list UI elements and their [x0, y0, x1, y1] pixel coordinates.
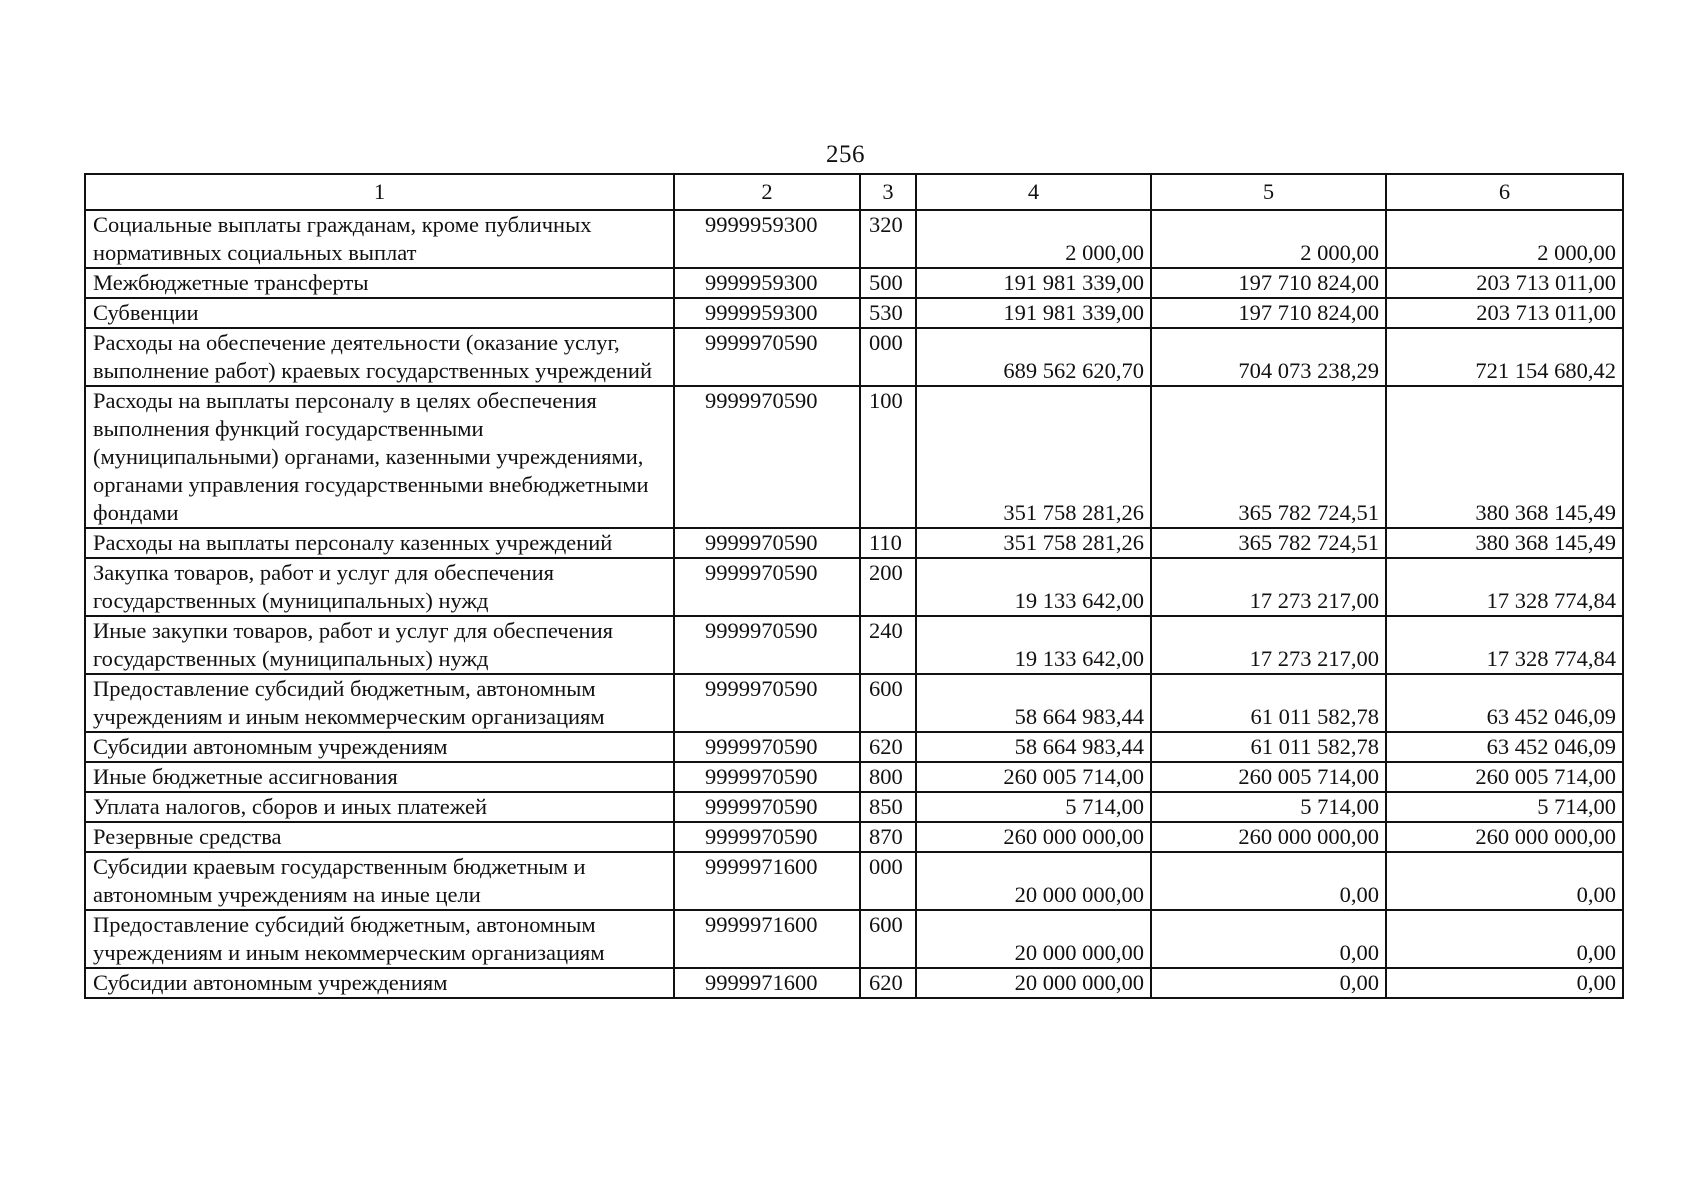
row-value-5: 260 005 714,00	[1151, 762, 1386, 792]
row-code: 9999970590	[674, 616, 860, 674]
row-name: Расходы на выплаты персоналу казенных учреждений	[85, 528, 674, 558]
row-value-5: 17 273 217,00	[1151, 558, 1386, 616]
row-name: Резервные средства	[85, 822, 674, 852]
row-value-4: 191 981 339,00	[916, 298, 1151, 328]
row-type: 240	[860, 616, 916, 674]
row-value-4: 58 664 983,44	[916, 674, 1151, 732]
row-value-6: 260 005 714,00	[1386, 762, 1623, 792]
row-type: 320	[860, 210, 916, 268]
row-value-5: 61 011 582,78	[1151, 732, 1386, 762]
table-row	[85, 616, 1623, 674]
row-value-6: 5 714,00	[1386, 792, 1623, 822]
table-row	[85, 792, 1623, 822]
row-value-5: 0,00	[1151, 852, 1386, 910]
row-value-4: 20 000 000,00	[916, 852, 1151, 910]
row-value-4: 19 133 642,00	[916, 616, 1151, 674]
row-value-4: 58 664 983,44	[916, 732, 1151, 762]
row-value-5: 197 710 824,00	[1151, 298, 1386, 328]
row-type: 850	[860, 792, 916, 822]
row-type: 110	[860, 528, 916, 558]
row-name: Расходы на обеспечение деятельности (оказание услуг, выполнение работ) краевых государственных учреждений	[85, 328, 674, 386]
header-cell: 1	[85, 174, 674, 210]
row-code: 9999970590	[674, 762, 860, 792]
row-name: Субвенции	[85, 298, 674, 328]
row-type: 620	[860, 732, 916, 762]
row-value-5: 2 000,00	[1151, 210, 1386, 268]
row-type: 600	[860, 674, 916, 732]
table-row	[85, 822, 1623, 852]
budget-table	[84, 173, 1624, 999]
page-number: 256	[826, 141, 865, 168]
row-code: 9999970590	[674, 822, 860, 852]
row-value-6: 63 452 046,09	[1386, 732, 1623, 762]
table-row	[85, 762, 1623, 792]
row-name: Субсидии краевым государственным бюджетным и автономным учреждениям на иные цели	[85, 852, 674, 910]
row-code: 9999970590	[674, 328, 860, 386]
table-row	[85, 852, 1623, 910]
row-name: Расходы на выплаты персоналу в целях обеспечения выполнения функций государственными (муниципальными) органами, казенными учреждениями, органами управления государственными внебюджетными фондами	[85, 386, 674, 528]
row-value-5: 0,00	[1151, 910, 1386, 968]
row-type: 000	[860, 328, 916, 386]
row-value-4: 20 000 000,00	[916, 968, 1151, 998]
row-value-6: 0,00	[1386, 968, 1623, 998]
row-value-4: 260 005 714,00	[916, 762, 1151, 792]
row-name: Социальные выплаты гражданам, кроме публичных нормативных социальных выплат	[85, 210, 674, 268]
header-cell: 3	[860, 174, 916, 210]
row-name: Субсидии автономным учреждениям	[85, 732, 674, 762]
row-name: Иные закупки товаров, работ и услуг для обеспечения государственных (муниципальных) нужд	[85, 616, 674, 674]
row-value-6: 63 452 046,09	[1386, 674, 1623, 732]
row-type: 530	[860, 298, 916, 328]
row-code: 9999959300	[674, 298, 860, 328]
row-type: 500	[860, 268, 916, 298]
row-code: 9999970590	[674, 674, 860, 732]
row-value-5: 61 011 582,78	[1151, 674, 1386, 732]
row-type: 870	[860, 822, 916, 852]
table-row	[85, 968, 1623, 998]
row-value-5: 365 782 724,51	[1151, 528, 1386, 558]
row-name: Иные бюджетные ассигнования	[85, 762, 674, 792]
row-type: 200	[860, 558, 916, 616]
header-cell: 5	[1151, 174, 1386, 210]
row-name: Закупка товаров, работ и услуг для обеспечения государственных (муниципальных) нужд	[85, 558, 674, 616]
row-value-6: 0,00	[1386, 852, 1623, 910]
row-name: Предоставление субсидий бюджетным, автономным учреждениям и иным некоммерческим организациям	[85, 674, 674, 732]
table-row	[85, 558, 1623, 616]
row-value-6: 203 713 011,00	[1386, 268, 1623, 298]
row-value-6: 380 368 145,49	[1386, 386, 1623, 528]
row-code: 9999959300	[674, 268, 860, 298]
table-row	[85, 910, 1623, 968]
row-value-4: 351 758 281,26	[916, 386, 1151, 528]
row-value-6: 203 713 011,00	[1386, 298, 1623, 328]
row-type: 620	[860, 968, 916, 998]
table-row	[85, 732, 1623, 762]
row-value-4: 19 133 642,00	[916, 558, 1151, 616]
row-value-4: 351 758 281,26	[916, 528, 1151, 558]
row-value-5: 0,00	[1151, 968, 1386, 998]
row-code: 9999971600	[674, 852, 860, 910]
row-value-5: 365 782 724,51	[1151, 386, 1386, 528]
table-row	[85, 268, 1623, 298]
row-value-6: 0,00	[1386, 910, 1623, 968]
row-value-4: 260 000 000,00	[916, 822, 1151, 852]
row-code: 9999970590	[674, 528, 860, 558]
table-header-row	[85, 174, 1623, 210]
row-value-4: 20 000 000,00	[916, 910, 1151, 968]
table-row	[85, 328, 1623, 386]
header-cell: 4	[916, 174, 1151, 210]
row-code: 9999959300	[674, 210, 860, 268]
row-value-6: 17 328 774,84	[1386, 616, 1623, 674]
row-value-4: 689 562 620,70	[916, 328, 1151, 386]
row-value-6: 380 368 145,49	[1386, 528, 1623, 558]
row-type: 000	[860, 852, 916, 910]
table-row	[85, 528, 1623, 558]
row-value-4: 191 981 339,00	[916, 268, 1151, 298]
row-name: Межбюджетные трансферты	[85, 268, 674, 298]
row-name: Субсидии автономным учреждениям	[85, 968, 674, 998]
table-row	[85, 674, 1623, 732]
row-name: Уплата налогов, сборов и иных платежей	[85, 792, 674, 822]
row-value-5: 17 273 217,00	[1151, 616, 1386, 674]
row-name: Предоставление субсидий бюджетным, автономным учреждениям и иным некоммерческим организациям	[85, 910, 674, 968]
row-code: 9999970590	[674, 732, 860, 762]
row-type: 100	[860, 386, 916, 528]
row-value-5: 5 714,00	[1151, 792, 1386, 822]
row-value-5: 197 710 824,00	[1151, 268, 1386, 298]
row-code: 9999970590	[674, 792, 860, 822]
row-value-6: 721 154 680,42	[1386, 328, 1623, 386]
row-code: 9999971600	[674, 910, 860, 968]
table-row	[85, 298, 1623, 328]
row-value-5: 260 000 000,00	[1151, 822, 1386, 852]
row-value-5: 704 073 238,29	[1151, 328, 1386, 386]
row-type: 800	[860, 762, 916, 792]
row-value-4: 5 714,00	[916, 792, 1151, 822]
row-value-6: 2 000,00	[1386, 210, 1623, 268]
header-cell: 6	[1386, 174, 1623, 210]
table-row	[85, 386, 1623, 528]
row-code: 9999970590	[674, 558, 860, 616]
row-code: 9999971600	[674, 968, 860, 998]
table-row	[85, 210, 1623, 268]
row-type: 600	[860, 910, 916, 968]
row-value-6: 17 328 774,84	[1386, 558, 1623, 616]
row-value-6: 260 000 000,00	[1386, 822, 1623, 852]
row-code: 9999970590	[674, 386, 860, 528]
header-cell: 2	[674, 174, 860, 210]
row-value-4: 2 000,00	[916, 210, 1151, 268]
